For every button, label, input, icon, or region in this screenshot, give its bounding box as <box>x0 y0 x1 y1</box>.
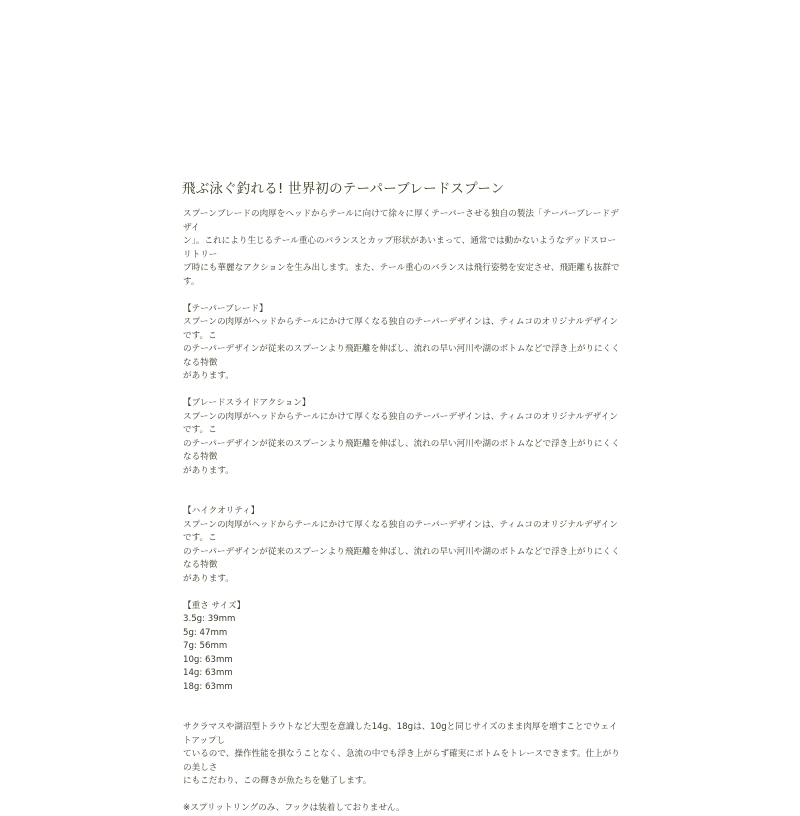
section-line: スプーンの肉厚がヘッドからテールにかけて厚くなる独自のテーパーデザインは、ティムコのオリジナルデザインです。こ <box>183 519 618 543</box>
closing-line: ているので、操作性能を損なうことなく、急流の中でも浮き上がらず確実にボトムをトレースできます。仕上がりの美しさ <box>183 749 620 773</box>
spacer <box>183 289 623 303</box>
spec-item: 3.5g: 39mm <box>183 614 236 624</box>
page-title: 飛ぶ泳ぐ釣れる! 世界初のテーパーブレードスプーン <box>182 181 505 197</box>
spec-item: 5g: 47mm <box>183 627 228 638</box>
section-line: があります。 <box>183 371 234 381</box>
spacer <box>183 586 623 600</box>
spec-item: 10g: 63mm <box>183 654 233 665</box>
section-line: のテーパーデザインが従来のスプーンより飛距離を伸ばし、流れの早い河川や湖のボトムなどで浮き上がりにくくなる特徴 <box>183 546 620 570</box>
section-line: スプーンの肉厚がヘッドからテールにかけて厚くなる独自のテーパーデザインは、ティムコのオリジナルデザインです。こ <box>183 411 618 435</box>
spacer <box>183 384 623 398</box>
intro-line: スプーンブレードの肉厚をヘッドからテールに向けて徐々に厚くテーパーさせる独自の製法「テーパーブレードデザイ <box>183 209 619 233</box>
section-heading-taper-blade: 【テーパーブレード】 <box>183 303 268 314</box>
section-line: スプーンの肉厚がヘッドからテールにかけて厚くなる独自のテーパーデザインは、ティムコのオリジナルデザインです。こ <box>183 317 618 341</box>
section-heading-high-quality: 【ハイクオリティ】 <box>183 506 260 516</box>
spec-item: 7g: 56mm <box>183 641 228 651</box>
section-line: があります。 <box>183 573 234 584</box>
section-line: のテーパーデザインが従来のスプーンより飛距離を伸ばし、流れの早い河川や湖のボトムなどで浮き上がりにくくなる特徴 <box>183 344 620 368</box>
spacer <box>183 694 623 721</box>
spec-item: 18g: 63mm <box>183 681 233 692</box>
section-line: があります。 <box>183 465 234 476</box>
section-line: のテーパーデザインが従来のスプーンより飛距離を伸ばし、流れの早い河川や湖のボトムなどで浮き上がりにくくなる特徴 <box>183 438 620 462</box>
spacer <box>183 478 623 505</box>
spec-item: 14g: 63mm <box>183 668 233 678</box>
closing-line: にもこだわり、この輝きが魚たちを魅了します。 <box>183 776 372 786</box>
note: ※スプリットリングのみ、フックは装着しておりません。 <box>183 803 405 813</box>
specs-heading: 【重さ サイズ】 <box>183 600 246 611</box>
product-description <box>183 180 623 816</box>
closing-line: サクラマスや湖沼型トラウトなど大型を意識した14g、18gは、10gと同じサイズのまま肉厚を増すことでウェイトアップし <box>183 722 618 746</box>
intro-line: ブ時にも華麗なアクションを生み出します。また、テール重心のバランスは飛行姿勢を安定させ、飛距離も抜群です。 <box>183 263 620 287</box>
intro-line: ン」。これにより生じるテール重心のバランスとカップ形状があいまって、通常では動かないようなデッドスローリトリー <box>183 236 617 260</box>
section-heading-blade-slide-action: 【ブレードスライドアクション】 <box>183 398 311 408</box>
